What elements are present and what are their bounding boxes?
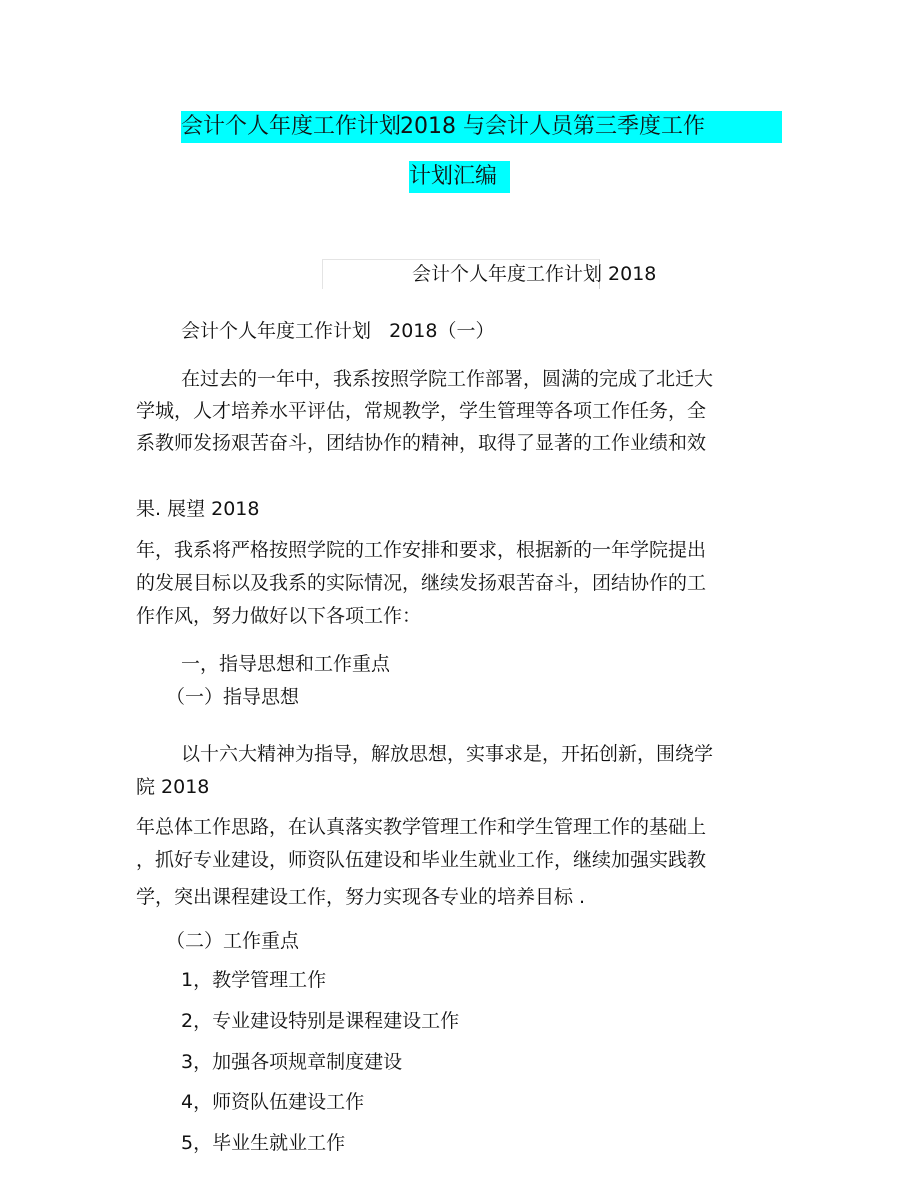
paragraph-line: ，抓好专业建设，师资队伍建设和毕业生就业工作，继续加强实践教 xyxy=(136,849,707,871)
list-item: 5，毕业生就业工作 xyxy=(181,1132,346,1154)
list-item: 3，加强各项规章制度建设 xyxy=(181,1051,403,1073)
paragraph-line: 果. 展望 2018 xyxy=(136,498,260,520)
paragraph-line: 的发展目标以及我系的实际情况，继续发扬艰苦奋斗，团结协作的工 xyxy=(136,572,707,594)
paragraph-line: 学，突出课程建设工作，努力实现各专业的培养目标 . xyxy=(136,886,586,908)
paragraph-line: 系教师发扬艰苦奋斗，团结协作的精神，取得了显著的工作业绩和效 xyxy=(136,432,707,454)
subsection-heading: （二）工作重点 xyxy=(166,930,300,952)
section-heading: 一，指导思想和工作重点 xyxy=(181,653,391,675)
list-item: 1，教学管理工作 xyxy=(181,969,327,991)
document-title-line2: 计划汇编 xyxy=(409,164,498,189)
document-title-part2: 2018 与会计人员第三季度工作 xyxy=(400,114,705,139)
paragraph-line: 在过去的一年中，我系按照学院工作部署，圆满的完成了北迁大 xyxy=(181,368,714,390)
paragraph-line: 作作风，努力做好以下各项工作： xyxy=(136,605,422,627)
paragraph-line: 学城，人才培养水平评估，常规教学，学生管理等各项工作任务，全 xyxy=(136,400,707,422)
paragraph-heading: 会计个人年度工作计划 2018（一） xyxy=(181,320,495,342)
list-item: 2，专业建设特别是课程建设工作 xyxy=(181,1010,460,1032)
paragraph-line: 以十六大精神为指导，解放思想，实事求是，开拓创新，围绕学 xyxy=(181,743,714,765)
section-subtitle: 会计个人年度工作计划 2018 xyxy=(412,263,657,285)
list-item: 4，师资队伍建设工作 xyxy=(181,1091,365,1113)
paragraph-line: 年总体工作思路，在认真落实教学管理工作和学生管理工作的基础上 xyxy=(136,816,707,838)
subsection-heading: （一）指导思想 xyxy=(166,686,300,708)
document-title-part1: 会计个人年度工作计划 xyxy=(181,114,402,139)
paragraph-line: 院 2018 xyxy=(136,776,210,798)
paragraph-line: 年，我系将严格按照学院的工作安排和要求，根据新的一年学院提出 xyxy=(136,539,707,561)
